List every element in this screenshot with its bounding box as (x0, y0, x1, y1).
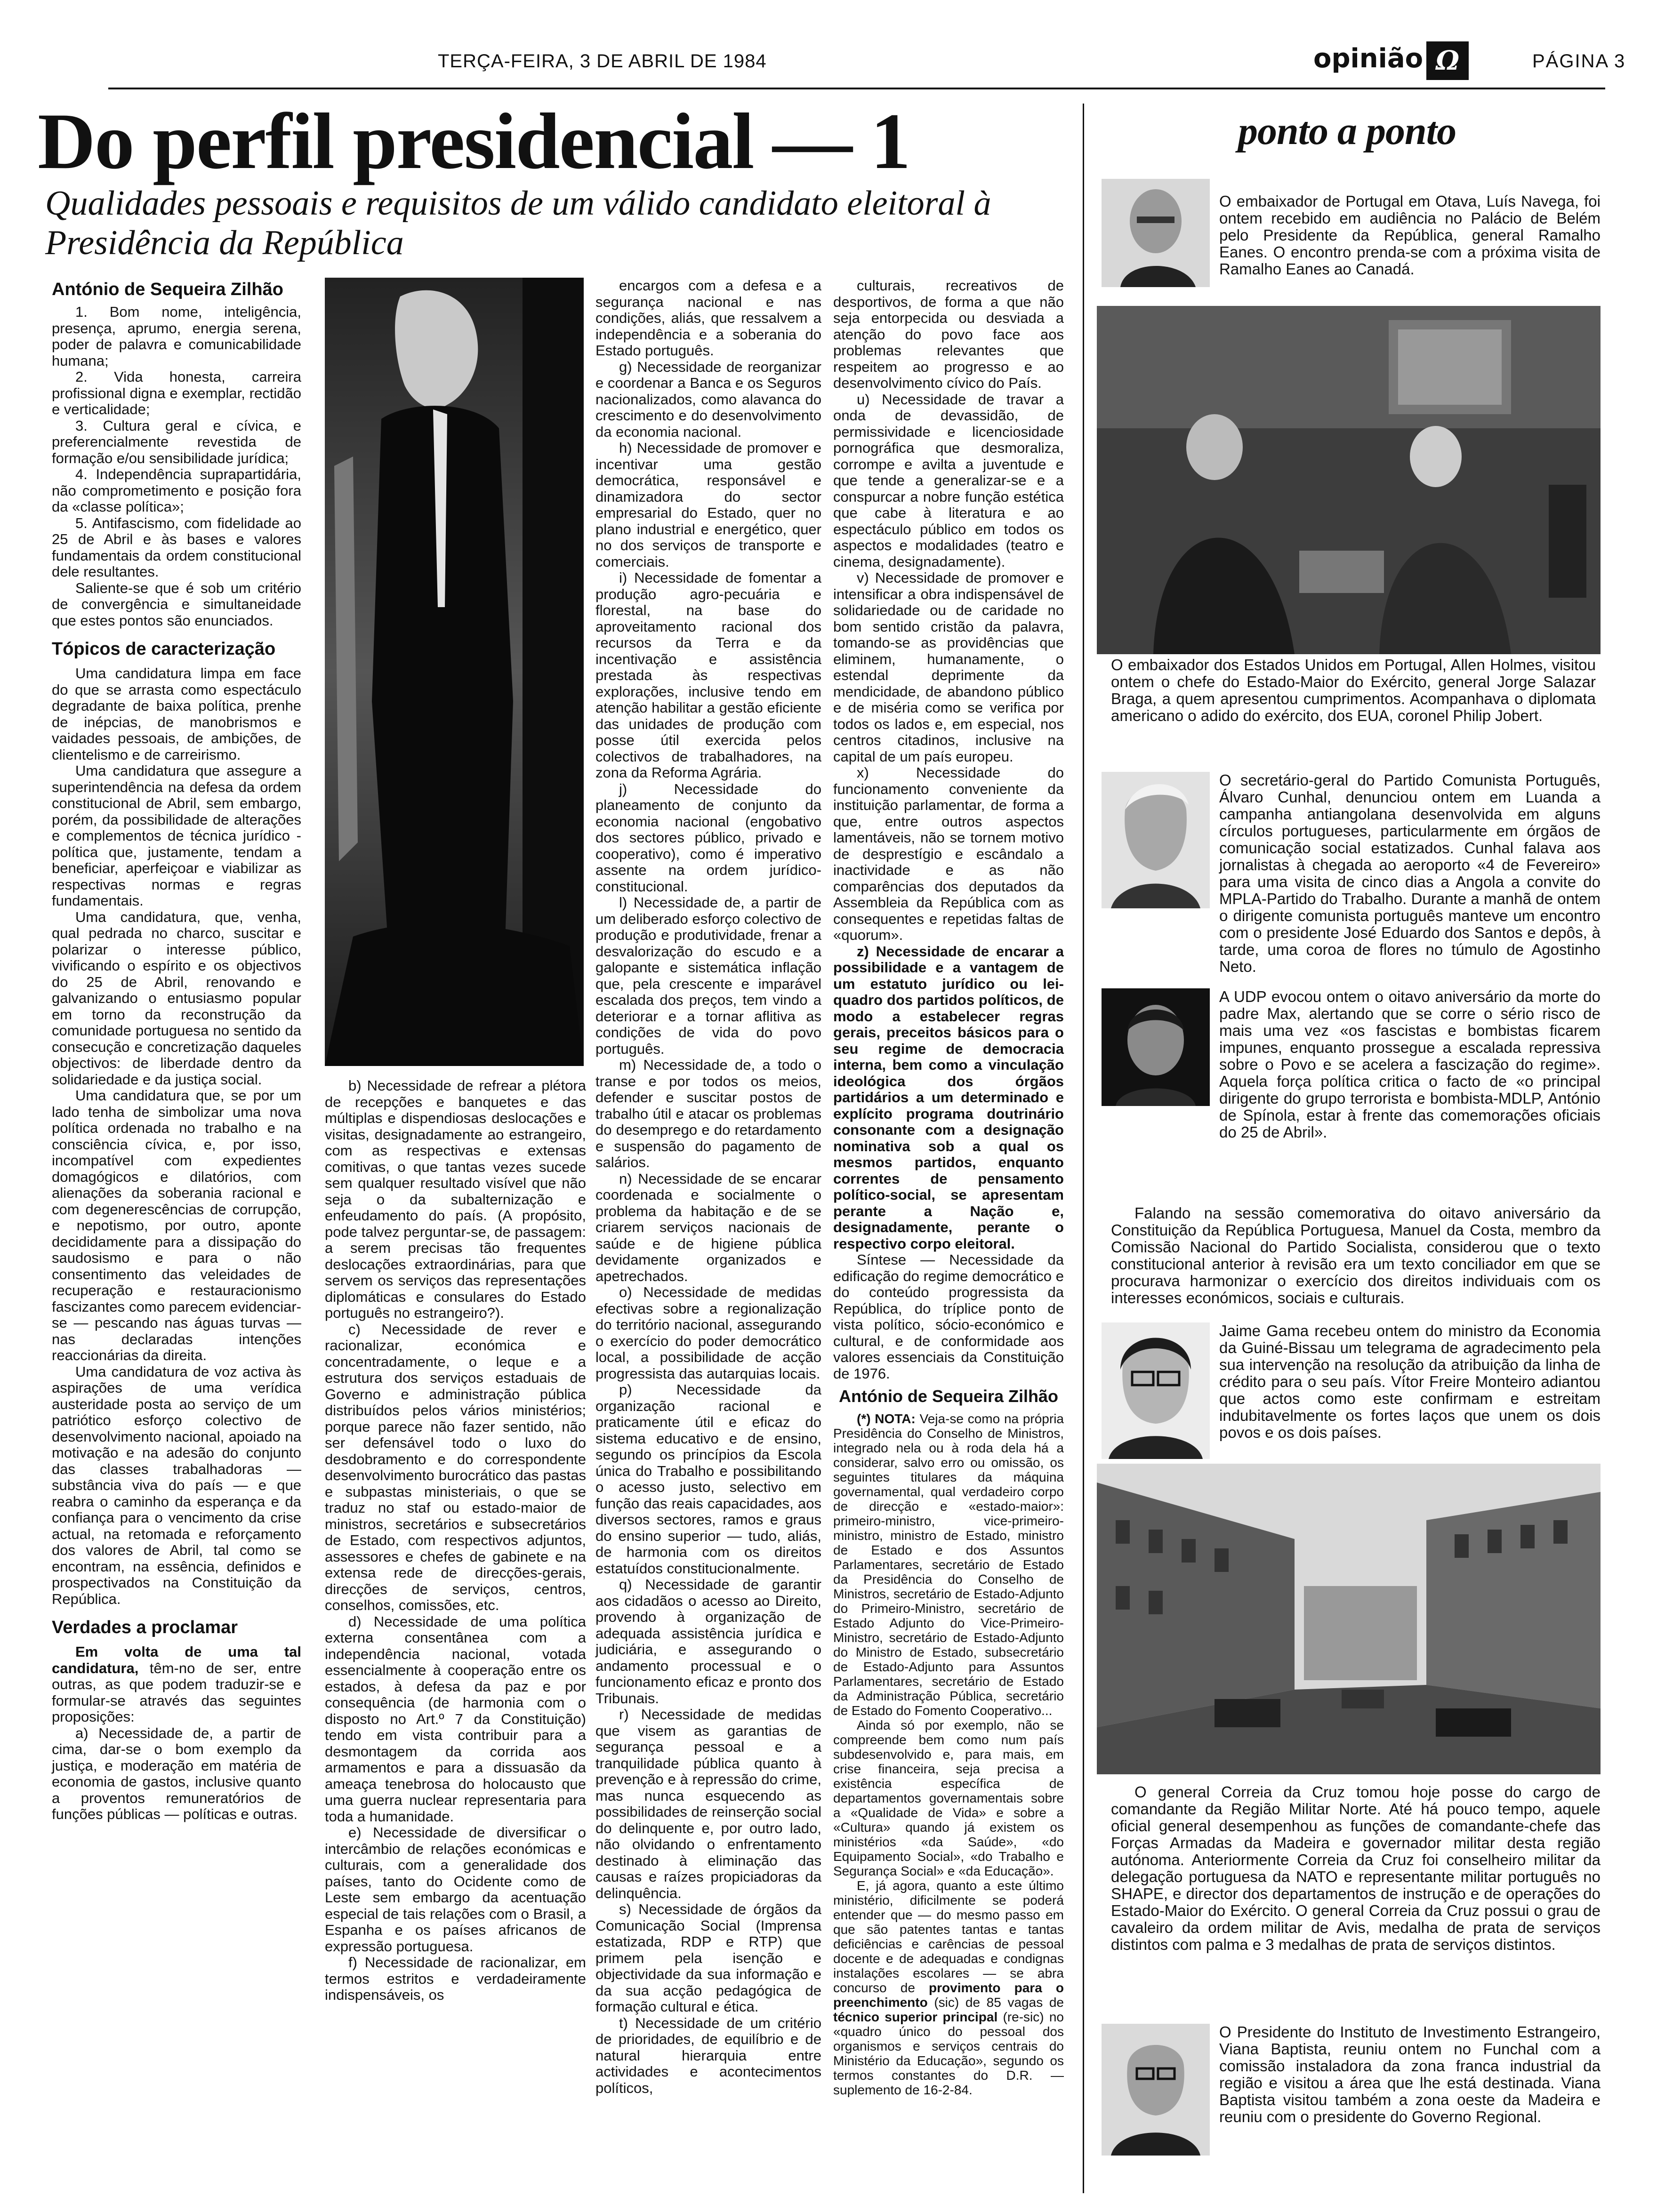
brief-text: Falando na sessão comemorativa do oitavo aniversário da Constituição da República Portuguesa, Manuel da Costa, membro da Comissão Nacional do Partido Socialista, considerou que o texto constitucional anterior à revisão era um texto conciliador em que se procurava harmonizar o exercício dos direitos individuais com os interesses económicos, sociais e culturais. (1111, 1204, 1601, 1306)
brief-photo-navega (1102, 179, 1210, 287)
article-signature: António de Sequeira Zilhão (838, 1387, 1059, 1406)
paragraph: b) Necessidade de refrear a plétora de recepções e banquetes e das múltiplas e dispendiosas deslocações e visitas, designadamente ao estrangeiro, com as respectivas e extensas comitivas, o que tantas vezes sucede sem qualquer resultado visível que não seja o da subalternização e enfeudamento do país. (A propósito, pode talvez perguntar-se, de passagem: a serem precisas tão frequentes deslocações extraordinárias, para que servem os serviços das representações diplomáticas e consulares do Estado português no estrangeiro?). (325, 1077, 586, 1321)
brief-photo-gama (1102, 1322, 1210, 1459)
portrait-image (1102, 772, 1210, 908)
brief-gama (1219, 1322, 1601, 1441)
footnote-bold: provimento para o preenchimento (833, 1980, 1064, 2010)
portrait-image (1102, 1322, 1210, 1459)
meeting-image (1097, 306, 1601, 654)
brief-photo-meeting (1097, 306, 1601, 654)
paragraph: a) Necessidade de, a partir de cima, dar-se o bom exemplo da justiça, e moderação em matéria de economia de gastos, inclusive quanto a proventos remuneratórios de funções públicas — políticas e outras. (52, 1724, 301, 1822)
paragraph: h) Necessidade de promover e incentivar uma gestão democrática, responsável e dinamizadora do sector empresarial do Estado, quer no plano industrial e energético, quer no dos serviços de transporte e comerciais. (595, 440, 821, 570)
footnote-label: (*) NOTA: (857, 1411, 916, 1426)
section-heading: Verdades a proclamar (52, 1618, 238, 1637)
brief-holmes (1111, 657, 1596, 724)
portrait-image (325, 278, 584, 1066)
paragraph: Uma candidatura que, se por um lado tenha de simbolizar uma nova política ordenada no trabalho e na consciência cívica, e, por isso, incompatível com expedientes domagógicos e dilatórios, com alienações da soberania racional e com degenerescências de corrupção, e nepotismo, por outro, aponte decididamente para a dissipação do saudosismo e para o não consentimento das veleidades de recuperação e restauracionismo fascizantes como parecem evidenciar-se — pescando nas águas turvas — nas declaradas intenções reaccionárias da direita. (52, 1087, 301, 1363)
brief-text: O secretário-geral do Partido Comunista Português, Álvaro Cunhal, denunciou ontem em Luanda a campanha antiangolana desenvolvida em alguns círculos portugueses, particularmente em órgãos de comunicação social estatizados. Cunhal falava aos jornalistas à chegada ao aeroporto «4 de Fevereiro» para uma visita de cinco dias a Angola a convite do MPLA-Partido do Trabalho. Durante a manhã de ontem o dirigente comunista português manteve um encontro com o presidente José Eduardo dos Santos e depôs, à tarde, uma coroa de flores no túmulo de Agostinho Neto. (1219, 771, 1601, 975)
ponto-a-ponto-title: ponto a ponto (1238, 109, 1456, 153)
brief-max (1219, 988, 1601, 1141)
article-subtitle: Qualidades pessoais e requisitos de um válido candidato eleitoral à Presidência da República (45, 184, 991, 262)
footnote-text: E, já agora, quanto a este último ministério, dificilmente se poderá entender que — do mesmo passo em que são patentes tantas e tantas deficiências e carências de pessoal docente e de adequadas e condignas instalações escolares — se abra concurso de (833, 1878, 1064, 1995)
paragraph: Uma candidatura, que, venha, qual pedrada no charco, suscitar e polarizar o interesse público, vivificando o espírito e os objectivos do 25 de Abril, renovando e galvanizando o entusiasmo popular em torno da reconstrução da comunidade portuguesa no sentido da consecução e concretização daqueles objectivos: de liberdade dentro da solidariedade e da justiça social. (52, 908, 301, 1088)
portrait-image (1102, 179, 1210, 287)
brief-text: Jaime Gama recebeu ontem do ministro da Economia da Guiné-Bissau um telegrama de agradecimento pela sua intervenção na resolução da atribuição da linha de crédito para o seu país. Vítor Freire Monteiro adiantou que actos como este confirmam e estreitam indubitavelmente os fortes laços que unem os dois povos e os dois países. (1219, 1322, 1601, 1441)
paragraph: f) Necessidade de racionalizar, em termos estritos e verdadeiramente indispensáveis, os (325, 1954, 586, 2003)
bold-lead: Em volta de uma tal candidatura, (52, 1643, 301, 1676)
column-divider (1083, 104, 1084, 2193)
article-author: António de Sequeira Zilhão (52, 280, 283, 299)
paragraph: i) Necessidade de fomentar a produção agro-pecuária e florestal, na base do aproveitamento racional dos recursos da Terra e da incentivação e assistência prestada às respectivas explorações, inclusive tendo em atenção habilitar a gestão eficiente das unidades de produção com posse útil exercida pelos colectivos de trabalhadores, na zona da Reforma Agrária. (595, 569, 821, 781)
newspaper-logo-icon: Ω (1426, 41, 1469, 80)
paragraph: m) Necessidade de, a todo o transe e por todos os meios, defender e suscitar postos de trabalho útil e atacar os problemas do desemprego e do retardamento e suspensão do pagamento de salários. (595, 1057, 821, 1170)
paragraph: culturais, recreativos de desportivos, de forma a que não seja entorpecida ou desviada a atenção do povo face aos problemas relevantes que respeitem ao progresso e ao desenvolvimento cívico do País. (833, 277, 1064, 391)
paragraph: Uma candidatura limpa em face do que se arrasta como espectáculo degradante de baixa política, prenhe de inépcias, de manobrismos e vaidades pessoais, de ambições, de clientelismo e de carreirismo. (52, 665, 301, 763)
brief-photo-cunhal (1102, 772, 1210, 908)
paragraph: s) Necessidade de órgãos da Comunicação Social (Imprensa estatizada, RDP e RTP) que primem pela isenção e objectividade da sua informação e da sua acção pedagógica de formação cultural e ética. (595, 1901, 821, 2015)
paragraph: Síntese — Necessidade da edificação do regime democrático e do conteúdo progressista da República, do tríplice ponto de vista político, sócio-económico e cultural, e de conformidade aos valores essenciais da Constituição de 1976. (833, 1251, 1064, 1382)
article-column-4 (833, 278, 1064, 2097)
paragraph: p) Necessidade da organização racional e praticamente útil e eficaz do sistema educativo e de ensino, segundo os princípios da Escola única do Trabalho e possibilitando o acesso justo, selectivo em função das reais capacidades, aos diversos sectores, ramos e graus do ensino superior — tudo, aliás, de harmonia com os direitos estatuídos constitucionalmente. (595, 1381, 821, 1577)
article-column-3 (595, 278, 821, 2096)
footnote: Ainda só por exemplo, não se compreende bem como num país subdesenvolvido e, para mais, em crise financeira, seja precisa a existência específica de departamentos governamentais sobre a «Qualidade de Vida» e sobre a «Cultura» quando já existem os ministérios «da Saúde», «do Equipamento Social», «do Trabalho e Segurança Social» e «da Educação». (833, 1717, 1064, 1878)
paragraph: x) Necessidade do funcionamento conveniente da instituição parlamentar, de forma a que, entre outros aspectos lamentáveis, não se tornem motivo de desprestígio e escândalo a inactividade e as não comparências dos deputados da Assembleia da República com as consequentes e repetidas faltas de «quorum». (833, 764, 1064, 943)
list-item: 5. Antifascismo, com fidelidade ao 25 de Abril e às bases e valores fundamentais da ordem constitucional dele resultantes. (52, 514, 301, 580)
paragraph: g) Necessidade de reorganizar e coordenar a Banca e os Seguros nacionalizados, como alavanca do crescimento e do desenvolvimento da economia nacional. (595, 358, 821, 440)
paragraph (52, 1644, 301, 1725)
footnote (833, 1878, 1064, 2097)
section-name: opinião (1313, 43, 1424, 74)
paragraph: e) Necessidade de diversificar o intercâmbio de relações económicas e culturais, com a generalidade dos países, tanto do Ocidente como de Leste sem embargo da acentuação especial de tais relações com o Brasil, a Espanha e os países africanos de expressão portuguesa. (325, 1824, 586, 1955)
brief-photo-max (1102, 988, 1210, 1106)
paragraph: Saliente-se que é sob um critério de convergência e simultaneidade que estes pontos são enunciados. (52, 579, 301, 629)
paragraph: r) Necessidade de medidas que visem as garantias de segurança pessoal e a tranquilidade pública quanto à prevenção e à repressão do crime, mas nunca esquecendo as possibilidades de reinserção social do delinquente e, por outro lado, não olvidando o enfrentamento destinado à eliminação das causas e raízes propiciadoras da delinquência. (595, 1706, 821, 1901)
list-item: 1. Bom nome, inteligência, presença, aprumo, energia serena, poder de palavra e comunicabilidade humana; (52, 304, 301, 369)
article-photo (325, 278, 584, 1066)
list-item: 2. Vida honesta, carreira profissional digna e exemplar, rectidão e verticalidade; (52, 369, 301, 417)
brief-costa (1111, 1205, 1601, 1306)
paragraph: Uma candidatura de voz activa às aspirações de uma verídica austeridade posta ao serviço de um patriótico esforço colectivo de desenvolvimento nacional, apoiado na motivação e na adesão do conjunto das classes trabalhadoras — substância viva do país — e que reabra o caminho da esperança e da confiança para o vencimento da crise actual, na retomada e reforçamento dos valores de Abril, tal como se encontram, na essência, definidos e prospectivados na Constituição da República. (52, 1363, 301, 1607)
paragraph: v) Necessidade de promover e intensificar a obra indispensável de solidariedade ou de caridade no bom sentido cristão da palavra, tomando-se as providências que eliminem, humanamente, o estendal deprimente da mendicidade, de abandono público e de miséria como se verifica por todos os lados e, em especial, nos centros citadinos, inclusive na capital de um país europeu. (833, 569, 1064, 765)
street-image (1097, 1464, 1601, 1774)
brief-navega (1219, 193, 1601, 278)
paragraph: n) Necessidade de se encarar coordenada e socialmente o problema da habitação e de se criarem serviços nacionais de saúde e de higiene pública devidamente organizados e apetrechados. (595, 1170, 821, 1284)
article-column-2 (325, 1078, 586, 2004)
header-rule (108, 88, 1605, 89)
brief-text: O embaixador de Portugal em Otava, Luís Navega, foi ontem recebido em audiência no Palácio de Belém pelo Presidente da República, general Ramalho Eanes. O encontro prenda-se com a próxima visita de Ramalho Eanes ao Canadá. (1219, 192, 1601, 278)
footnote-text: (re-sic) no «quadro único do pessoal dos organismos e serviços centrais do Ministério da Educação», segundo os termos constantes do D.R. — suplemento de 16-2-84. (833, 2009, 1064, 2097)
paragraph: t) Necessidade de um critério de prioridades, de equilíbrio e de natural hierarquia entre actividades e acontecimentos políticos, (595, 2014, 821, 2096)
paragraph: z) Necessidade de encarar a possibilidade e a vantagem de um estatuto jurídico ou lei-quadro dos partidos políticos, de modo a estabelecer regras gerais, preceitos básicos para o seu regime de democracia interna, bem como a vinculação ideológica dos órgãos partidários a um determinado e explícito programa doutrinário consonante com a designação nominativa sob a qual os mesmos partidos, enquanto correntes de pensamento político-social, se apresentam perante a Nação e, designadamente, perante o respectivo corpo eleitoral. (833, 943, 1064, 1252)
page-number: PÁGINA 3 (1532, 51, 1626, 72)
paragraph: d) Necessidade de uma política externa consentânea com a independência nacional, votada essencialmente à cooperação entre os estados, à defesa da paz e por consequência (de harmonia com o disposto no Art.º 7 da Constituição) tendo em vista contribuir para a desmontagem da corrida aos armamentos e para a dissuasão da ameaça tenebrosa do holocausto que uma guerra nuclear representaria para toda a humanidade. (325, 1613, 586, 1825)
paragraph: u) Necessidade de travar a onda de devassidão, de permissividade e licenciosidade pornográfica que desmoraliza, corrompe e avilta a juventude e que tende a generalizar-se e a conspurcar a nobre função estética que cabe à literatura e ao espectáculo público em todos os aspectos e modalidades (teatro e cinema, designadamente). (833, 391, 1064, 570)
brief-photo-baptista (1102, 2024, 1210, 2156)
portrait-image (1102, 988, 1210, 1106)
paragraph: q) Necessidade de garantir aos cidadãos o acesso ao Direito, provendo à organização de adequada assistência jurídica e judiciária, e assegurando o andamento processual e o funcionamento eficaz e pronto dos Tribunais. (595, 1576, 821, 1707)
portrait-image (1102, 2024, 1210, 2156)
section-heading: Tópicos de caracterização (52, 639, 276, 659)
list-item: 3. Cultura geral e cívica, e preferencialmente revestida de formação e/ou sensibilidade jurídica; (52, 417, 301, 466)
footnote-text: (sic) de 85 vagas de (927, 1995, 1064, 2010)
paragraph: o) Necessidade de medidas efectivas sobre a regionalização do território nacional, assegurando o exercício do poder democrático local, a possibilidade de acção progressista das autarquias locais. (595, 1284, 821, 1382)
footnote-text: Veja-se como na própria Presidência do Conselho de Ministros, integrado nela ou à roda dela há a considerar, salvo erro ou omissão, os seguintes titulares da máquina governamental, qual verdadeiro corpo de direcção e «estado-maior»: primeiro-ministro, vice-primeiro-ministro, ministro de Estado, ministro de Estado e dos Assuntos Parlamentares, secretário de Estado da Presidência do Conselho de Ministros, secretário de Estado-Adjunto do Primeiro-Ministro, secretário de Estado Adjunto do Vice-Primeiro-Ministro, secretário de Estado-Adjunto do Ministro de Estado, subsecretário de Estado-Adjunto para Assuntos Parlamentares, secretário de Estado da Administração Pública, secretário de Estado do Fomento Cooperativo... (833, 1411, 1064, 1718)
brief-baptista (1219, 2024, 1601, 2125)
article-column-1 (52, 278, 301, 1823)
paragraph: Uma candidatura que assegure a superintendência na defesa da ordem constitucional de Abril, sem embargo, porém, da possibilidade de alterações e complementos de técnica jurídico - política que, justamente, tendam a beneficiar, aperfeiçoar e viabilizar as respectivas normas e regras fundamentais. (52, 762, 301, 909)
brief-text: O general Correia da Cruz tomou hoje posse do cargo de comandante da Região Militar Norte. Até há pouco tempo, aquele oficial general desempenhou as funções de comandante-chefe das Forças Armadas da Madeira e governador militar desta região autónoma. Anteriormente Correia da Cruz foi conselheiro militar da delegação portuguesa da NATO e representante militar português no SHAPE, e director dos departamentos de instrução e de operações do Estado-Maior do Exército. O general Correia da Cruz possui o grau de cavaleiro da ordem militar de Avis, medalha de prata de serviços distintos com palma e 3 medalhas de prata de serviços distintos. (1111, 1783, 1601, 1953)
footnote-bold: técnico superior principal (833, 2009, 998, 2024)
list-item: 4. Independência suprapartidária, não comprometimento e posição fora da «classe política»; (52, 466, 301, 515)
brief-correia-da-cruz (1111, 1784, 1601, 1953)
footnote (833, 1411, 1064, 1718)
brief-text: O embaixador dos Estados Unidos em Portugal, Allen Holmes, visitou ontem o chefe do Estado-Maior do Exército, general Jorge Salazar Braga, a quem apresentou cumprimentos. Acompanhava o diplomata americano o adido do exército, dos EUA, coronel Philip Jobert. (1111, 656, 1596, 724)
brief-text: O Presidente do Instituto de Investimento Estrangeiro, Viana Baptista, reuniu ontem no Funchal com a comissão instaladora da zona franca industrial da região e visitou a área que lhe está destinada. Viana Baptista visitou também a zona oeste da Madeira e reuniu com o presidente do Governo Regional. (1219, 2023, 1601, 2125)
paragraph: l) Necessidade de, a partir de um deliberado esforço colectivo de produção e produtividade, frenar a desvalorização do escudo e a galopante e sistemática inflação que, pela crescente e imparável escalada dos preços, tem vindo a deteriorar e a tornar aflitiva as condições de vida do povo português. (595, 894, 821, 1057)
brief-photo-street (1097, 1464, 1601, 1774)
paragraph-text: têm-no de ser, entre outras, as que podem traduzir-se e formular-se através das seguintes proposições: (52, 1659, 301, 1725)
paragraph: c) Necessidade de rever e racionalizar, económica e concentradamente, o leque e a estrutura dos serviços estaduais de Governo e administração pública distribuídos pelos vários ministérios; porque parece não fazer sentido, não ser defensável todo o luxo do desdobramento e do correspondente desenvolvimento burocrático das pastas e subpastas ministeriais, o que se traduz no staf ou estado-maior de ministros, secretários e subsecretários de Estado, com respectivos adjuntos, assessores e chefes de gabinete e na extensa rede de direcções-gerais, direcções de serviços, centros, conselhos, comissões, etc. (325, 1321, 586, 1613)
paragraph: j) Necessidade do planeamento de conjunto da economia nacional (engobativo dos sectores público, privado e cooperativo), como é imperativo assente na ordem jurídico-constitucional. (595, 780, 821, 895)
paragraph: encargos com a defesa e a segurança nacional e nas condições, aliás, que ressalvem a independência e a soberania do Estado português. (595, 277, 821, 359)
brief-cunhal (1219, 772, 1601, 975)
article-headline: Do perfil presidencial — 1 (38, 97, 910, 185)
publication-date: TERÇA-FEIRA, 3 DE ABRIL DE 1984 (438, 51, 767, 72)
brief-text: A UDP evocou ontem o oitavo aniversário da morte do padre Max, alertando que se corre o sério risco de mais uma vez «os fascistas e bombistas ficarem impunes, enquanto prossegue a escalada repressiva sobre o Povo e se acelera a fascização do regime». Aquela força política critica o facto de «o principal dirigente do grupo terrorista e bombista-MDLP, António de Spínola, estar à frente das comemorações oficiais do 25 de Abril». (1219, 988, 1601, 1141)
